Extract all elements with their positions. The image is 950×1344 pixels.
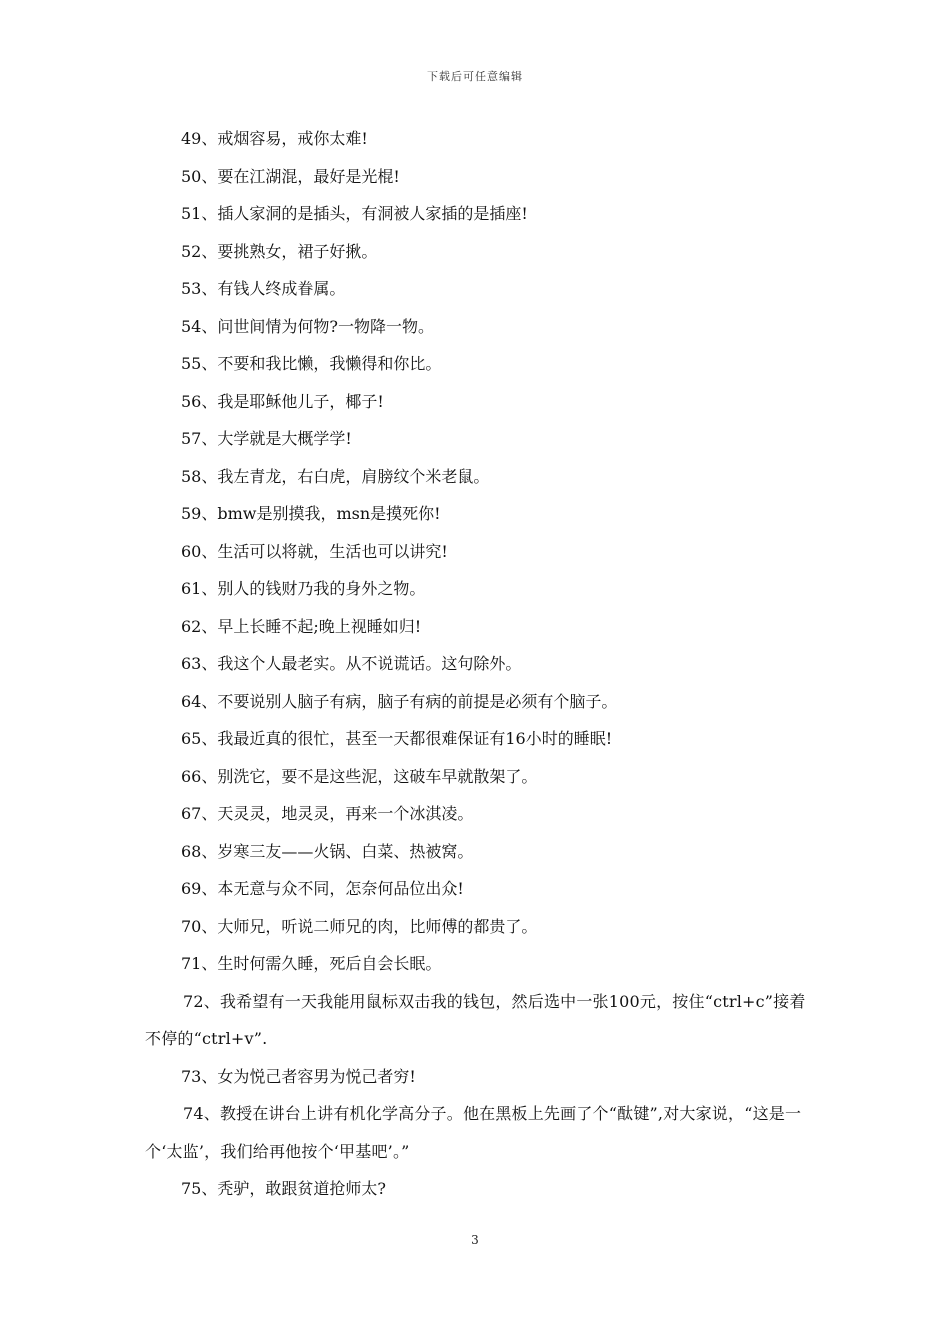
joke-line-55: 55、不要和我比懒，我懒得和你比。	[181, 354, 442, 373]
joke-line-75: 75、秃驴，敢跟贫道抢师太?	[181, 1179, 386, 1198]
joke-line-60: 60、生活可以将就，生活也可以讲究!	[181, 541, 448, 561]
joke-line-51: 51、插人家洞的是插头，有洞被人家插的是插座!	[181, 204, 528, 223]
joke-line-58: 58、我左青龙，右白虎，肩膀纹个米老鼠。	[181, 466, 490, 486]
page-number: 3	[471, 1233, 479, 1247]
joke-line-73: 73、女为悦己者容男为悦己者穷!	[181, 1066, 416, 1086]
joke-line-50: 50、要在江湖混，最好是光棍!	[181, 166, 400, 186]
joke-line-54: 54、问世间情为何物?一物降一物。	[181, 316, 434, 336]
joke-line-49: 49、戒烟容易，戒你太难!	[181, 129, 368, 148]
joke-line-66: 66、别洗它，要不是这些泥，这破车早就散架了。	[181, 766, 538, 786]
joke-line-70: 70、大师兄，听说二师兄的肉，比师傅的都贵了。	[181, 916, 538, 936]
joke-line-62: 62、早上长睡不起;晚上视睡如归!	[181, 616, 422, 636]
joke-line-63: 63、我这个人最老实。从不说谎话。这句除外。	[181, 654, 522, 673]
joke-line-64: 64、不要说别人脑子有病，脑子有病的前提是必须有个脑子。	[181, 691, 618, 711]
document-body	[145, 120, 810, 1208]
joke-line-68: 68、岁寒三友——火锅、白菜、热被窝。	[181, 841, 474, 861]
joke-line-57: 57、大学就是大概学学!	[181, 429, 352, 448]
joke-line-67: 67、天灵灵，地灵灵，再来一个冰淇凌。	[181, 804, 474, 823]
joke-line-69: 69、本无意与众不同，怎奈何品位出众!	[181, 879, 464, 898]
joke-line-71: 71、生时何需久睡，死后自会长眠。	[181, 954, 442, 973]
joke-line-59: 59、bmw是别摸我，msn是摸死你!	[181, 504, 441, 523]
joke-paragraph-74: 74、教授在讲台上讲有机化学高分子。他在黑板上先画了个“酞键”,对大家说，“这是一个‘太监’，我们给再他按个‘甲基吧’。”	[145, 1104, 802, 1161]
page-header: 下载后可任意编辑	[427, 70, 523, 83]
joke-line-61: 61、别人的钱财乃我的身外之物。	[181, 579, 426, 598]
joke-paragraph-72: 72、我希望有一天我能用鼠标双击我的钱包，然后选中一张100元，按住“ctrl+c”接着不停的“ctrl+v”.	[145, 991, 806, 1048]
joke-line-53: 53、有钱人终成眷属。	[181, 279, 346, 298]
joke-line-65: 65、我最近真的很忙，甚至一天都很难保证有16小时的睡眠!	[181, 729, 613, 748]
joke-line-56: 56、我是耶稣他儿子，椰子!	[181, 391, 384, 411]
joke-line-52: 52、要挑熟女，裙子好揪。	[181, 241, 378, 261]
